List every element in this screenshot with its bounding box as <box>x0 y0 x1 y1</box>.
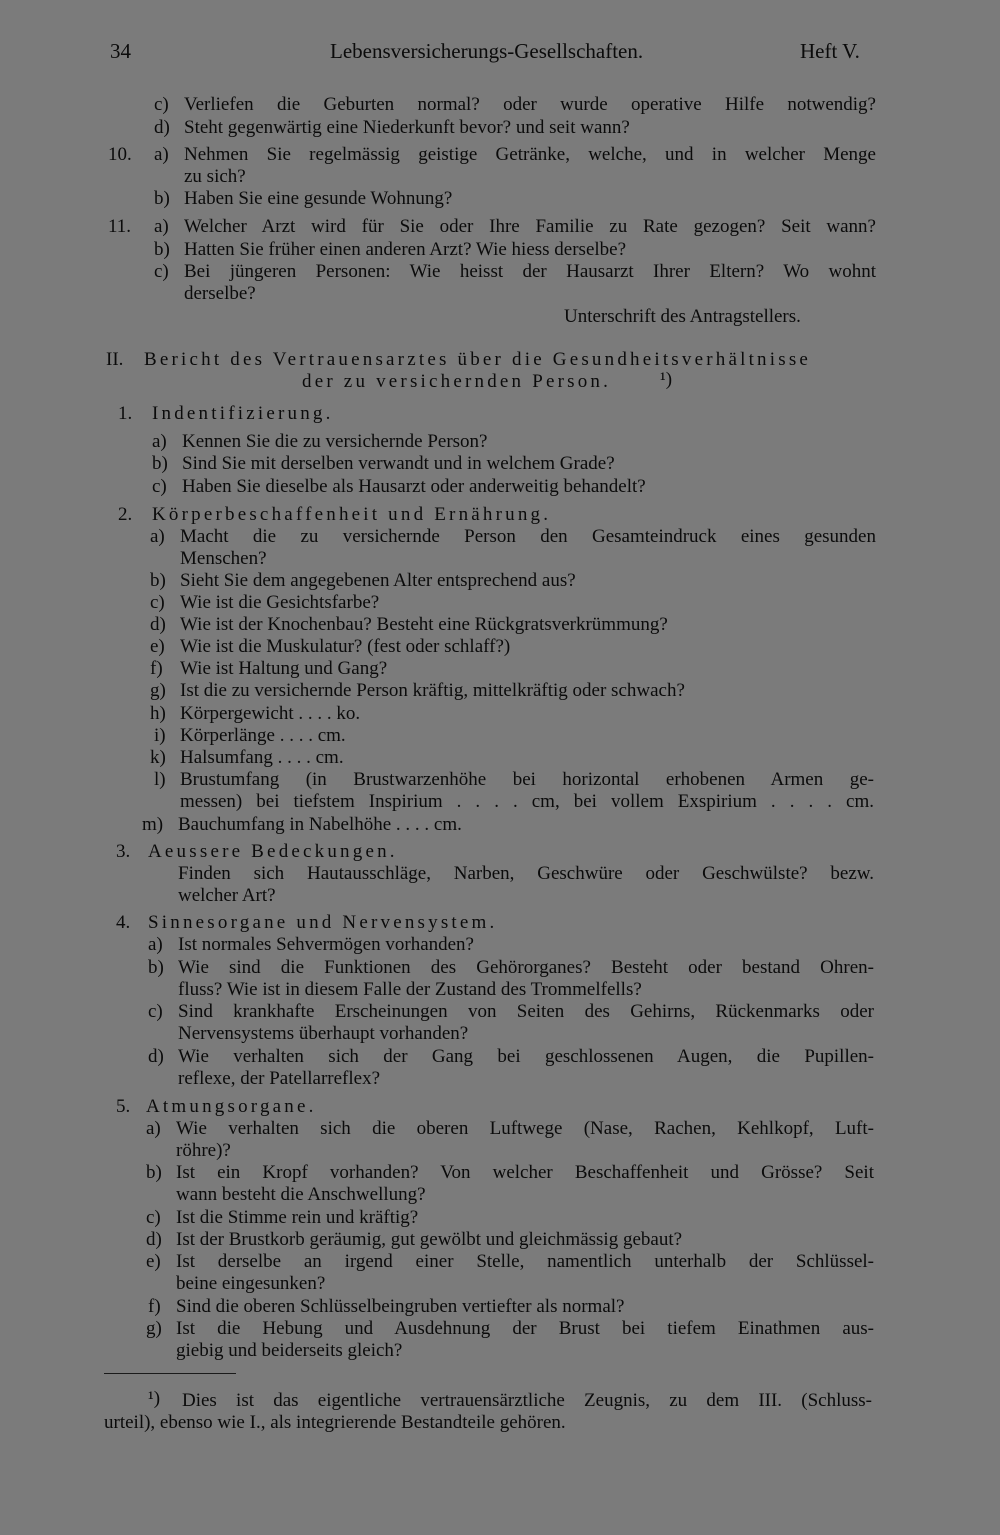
item-label: b) <box>150 570 166 591</box>
question-text: Welcher Arzt wird für Sie oder Ihre Familie zu Rate gezogen? Seit wann? <box>184 216 876 237</box>
item-label: a) <box>154 144 169 165</box>
item-label: a) <box>148 934 163 955</box>
subsection-heading: Atmungsorgane. <box>146 1096 317 1117</box>
running-title: Lebensversicherungs-Gesellschaften. <box>330 39 644 63</box>
item-label: m) <box>142 814 164 835</box>
question-text: Wie sind die Funktionen des Gehörorganes? Besteht oder bestand Ohren- <box>178 957 874 978</box>
subsection-heading: Körperbeschaffenheit und Ernährung. <box>152 504 552 525</box>
question-text: Ist derselbe an irgend einer Stelle, namentlich unterhalb der Schlüssel- <box>176 1251 874 1272</box>
item-label: a) <box>152 431 167 452</box>
question-text: Sind die oberen Schlüsselbeingruben vertiefter als normal? <box>176 1296 625 1317</box>
question-text: Hatten Sie früher einen anderen Arzt? Wie hiess derselbe? <box>184 239 627 260</box>
footnote-divider <box>104 1373 236 1374</box>
subsection-number: 3. <box>116 841 131 862</box>
question-text: Finden sich Hautausschläge, Narben, Geschwüre oder Geschwülste? bezw. <box>178 863 874 884</box>
question-text: Halsumfang . . . . cm. <box>180 747 344 768</box>
section-numeral: II. <box>106 349 124 370</box>
item-label: f) <box>150 658 163 679</box>
question-text: welcher Art? <box>178 885 276 906</box>
question-number: 11. <box>108 216 132 237</box>
question-text: Steht gegenwärtig eine Niederkunft bevor? und seit wann? <box>184 117 630 138</box>
question-text: röhre)? <box>176 1140 231 1161</box>
item-label: a) <box>150 526 165 547</box>
question-text: Wie verhalten sich die oberen Luftwege (Nase, Rachen, Kehlkopf, Luft- <box>176 1118 874 1139</box>
item-label: g) <box>150 680 166 701</box>
subsection-number: 1. <box>118 403 133 424</box>
section-title: der zu versichernden Person. <box>302 371 612 392</box>
question-text: wann besteht die Anschwellung? <box>176 1184 426 1205</box>
subsection-number: 2. <box>118 504 133 525</box>
question-text: Ist ein Kropf vorhanden? Von welcher Beschaffenheit und Grösse? Seit <box>176 1162 874 1183</box>
item-label: d) <box>148 1046 164 1067</box>
page-number: 34 <box>110 39 131 63</box>
item-label: d) <box>154 117 170 138</box>
question-text: Kennen Sie die zu versichernde Person? <box>182 431 488 452</box>
question-text: Sieht Sie dem angegebenen Alter entsprechend aus? <box>180 570 576 591</box>
item-label: i) <box>154 725 166 746</box>
question-text: Ist normales Sehvermögen vorhanden? <box>178 934 474 955</box>
item-label: a) <box>154 216 169 237</box>
question-text: Menschen? <box>180 548 267 569</box>
subsection-number: 5. <box>116 1096 131 1117</box>
footnote-reference[interactable]: ¹) <box>660 369 673 390</box>
question-text: Brustumfang (in Brustwarzenhöhe bei horizontal erhobenen Armen ge- <box>180 769 874 790</box>
question-text: messen) bei tiefstem Inspirium . . . . cm, bei vollem Exspirium . . . . cm. <box>180 791 874 812</box>
item-label: h) <box>150 703 166 724</box>
question-text: Verliefen die Geburten normal? oder wurde operative Hilfe notwendig? <box>184 94 876 115</box>
signature-line: Unterschrift des Antragstellers. <box>564 306 801 327</box>
item-label: d) <box>150 614 166 635</box>
question-text: Wie ist die Gesichtsfarbe? <box>180 592 380 613</box>
question-text: Nehmen Sie regelmässig geistige Getränke, welche, und in welcher Menge <box>184 144 876 165</box>
item-label: f) <box>148 1296 161 1317</box>
item-label: l) <box>154 769 166 790</box>
item-label: c) <box>154 261 169 282</box>
question-text: Ist die Stimme rein und kräftig? <box>176 1207 419 1228</box>
item-label: a) <box>146 1118 161 1139</box>
item-label: g) <box>146 1318 162 1339</box>
subsection-heading: Indentifizierung. <box>152 403 334 424</box>
subsection-heading: Sinnesorgane und Nervensystem. <box>148 912 498 933</box>
issue-label: Heft V. <box>800 39 860 63</box>
item-label: c) <box>152 476 167 497</box>
item-label: c) <box>150 592 165 613</box>
question-text: zu sich? <box>184 166 246 187</box>
question-text: Sind Sie mit derselben verwandt und in welchem Grade? <box>182 453 615 474</box>
item-label: e) <box>150 636 165 657</box>
question-text: Nervensystems überhaupt vorhanden? <box>178 1023 469 1044</box>
footnote-marker: ¹) <box>148 1388 161 1409</box>
question-text: Bei jüngeren Personen: Wie heisst der Hausarzt Ihrer Eltern? Wo wohnt <box>184 261 876 282</box>
question-text: Körpergewicht . . . . ko. <box>180 703 361 724</box>
item-label: b) <box>154 239 170 260</box>
subsection-number: 4. <box>116 912 131 933</box>
item-label: b) <box>152 453 168 474</box>
question-text: reflexe, der Patellarreflex? <box>178 1068 381 1089</box>
question-text: Ist der Brustkorb geräumig, gut gewölbt und gleichmässig gebaut? <box>176 1229 683 1250</box>
question-text: Körperlänge . . . . cm. <box>180 725 346 746</box>
question-text: Bauchumfang in Nabelhöhe . . . . cm. <box>178 814 462 835</box>
item-label: c) <box>148 1001 163 1022</box>
item-label: c) <box>146 1207 161 1228</box>
question-text: Wie ist Haltung und Gang? <box>180 658 388 679</box>
question-text: giebig und beiderseits gleich? <box>176 1340 403 1361</box>
item-label: b) <box>148 957 164 978</box>
section-title: Bericht des Vertrauensarztes über die Gesundheitsverhältnisse <box>144 349 812 370</box>
question-text: Wie ist der Knochenbau? Besteht eine Rückgratsverkrümmung? <box>180 614 668 635</box>
question-text: Haben Sie dieselbe als Hausarzt oder anderweitig behandelt? <box>182 476 646 497</box>
question-text: Macht die zu versichernde Person den Gesamteindruck eines gesunden <box>180 526 876 547</box>
question-text: Ist die zu versichernde Person kräftig, mittelkräftig oder schwach? <box>180 680 685 701</box>
question-text: Sind krankhafte Erscheinungen von Seiten des Gehirns, Rückenmarks oder <box>178 1001 874 1022</box>
question-text: Wie ist die Muskulatur? (fest oder schlaff?) <box>180 636 511 657</box>
item-label: b) <box>154 188 170 209</box>
item-label: k) <box>150 747 166 768</box>
item-label: c) <box>154 94 169 115</box>
item-label: d) <box>146 1229 162 1250</box>
question-text: Ist die Hebung und Ausdehnung der Brust bei tiefem Einathmen aus- <box>176 1318 874 1339</box>
item-label: b) <box>146 1162 162 1183</box>
question-text: Haben Sie eine gesunde Wohnung? <box>184 188 453 209</box>
question-number: 10. <box>108 144 132 165</box>
item-label: e) <box>146 1251 161 1272</box>
question-text: Wie verhalten sich der Gang bei geschlossenen Augen, die Pupillen- <box>178 1046 874 1067</box>
question-text: derselbe? <box>184 283 256 304</box>
question-text: fluss? Wie ist in diesem Falle der Zustand des Trommelfells? <box>178 979 642 1000</box>
footnote-text: urteil), ebenso wie I., als integrierende Bestandteile gehören. <box>104 1412 566 1433</box>
question-text: beine eingesunken? <box>176 1273 326 1294</box>
subsection-heading: Aeussere Bedeckungen. <box>148 841 398 862</box>
footnote-text: Dies ist das eigentliche vertrauensärztliche Zeugnis, zu dem III. (Schluss- <box>182 1390 872 1411</box>
